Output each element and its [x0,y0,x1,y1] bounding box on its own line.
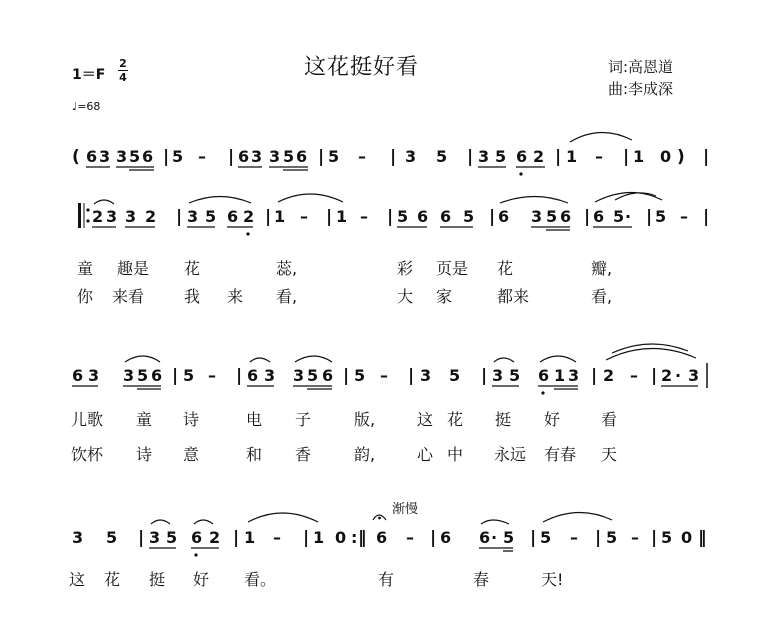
barline: | [703,147,710,167]
lyric: 挺 [495,410,512,429]
dash: – [680,207,688,226]
note: 3 [123,366,135,385]
barline: | [430,528,437,548]
lyric: 子 [295,410,312,429]
note: 6 [538,366,550,385]
repeat-dots: : [351,528,358,547]
repeat-start [78,203,90,228]
note: 6 [498,207,510,226]
slurs [94,192,662,204]
time-signature-bottom: 4 [119,71,127,84]
lyric: 花 [497,259,514,278]
augmentation-dot: · [625,207,632,226]
low-octave-dot [246,232,249,235]
note: 3 [187,207,199,226]
lyric: 天! [541,570,564,589]
note: 5 [436,147,448,166]
note: 2 [661,366,673,385]
note: 3 [478,147,490,166]
note: 3 [568,366,580,385]
barline: | [555,147,562,167]
note: 5 [106,528,118,547]
lyric: 和 [246,445,263,464]
barline: | [481,366,488,386]
beams [86,167,545,170]
note: 3 [264,366,276,385]
note: 2 [533,147,545,166]
note: 3 [72,528,84,547]
note: 5 [655,207,667,226]
lyric: 这 [69,570,86,589]
lyric: 电 [246,410,263,429]
dash: – [300,207,308,226]
note: 6 [440,528,452,547]
lyric: 好 [544,410,561,429]
lyric: 诗 [136,445,153,464]
staff-row-4 [72,501,707,557]
note: 1 [554,366,566,385]
note: 6 [376,528,388,547]
beams [72,386,698,389]
note: 5 [205,207,217,226]
low-octave-dot [519,172,522,175]
note: 5 [172,147,184,166]
barline: | [172,366,179,386]
lyric: 我 [184,287,201,306]
note: 2 [209,528,221,547]
lyric: 诗 [183,410,200,429]
note: 5 [449,366,461,385]
fermata-icon [373,515,386,520]
lyric: 儿歌 [71,410,104,429]
note: 5 [613,207,625,226]
note: 5 [328,147,340,166]
barline: | [387,207,394,227]
lyric: 童 [136,410,153,429]
note: 5 [503,528,515,547]
barline: | [595,528,602,548]
dash: – [198,147,206,166]
lyric: 看。 [244,570,277,589]
barline: | [236,366,243,386]
note: 1 [274,207,286,226]
note: 6 [593,207,605,226]
slurs [125,344,696,362]
note: 5 [307,366,319,385]
note: 6 [72,366,84,385]
note: 0 [681,528,693,547]
lyric: 版, [354,410,376,429]
note: 5 [354,366,366,385]
low-octave-dot [541,391,544,394]
barline: | [530,528,537,548]
note: 5 [183,366,195,385]
note: 0 [335,528,347,547]
lyric: 饮杯 [71,445,104,464]
lyric: 有 [378,570,395,589]
lyric: 看 [601,410,618,429]
dash: – [208,366,216,385]
repeat-end-barline: ‖ [358,528,367,548]
beams [92,227,632,230]
lyric: 瓣, [591,259,613,278]
staff-row-2 [78,192,709,235]
note: 2 [243,207,255,226]
note: 3 [293,366,305,385]
note: 5 [397,207,409,226]
lyric: 来 [227,287,244,306]
barline: | [646,207,653,227]
lyrics-row-2-verse-2 [77,287,612,306]
lyric: 香 [295,445,312,464]
note: 6 [322,366,334,385]
barline: | [489,207,496,227]
note: 5 [661,528,673,547]
dash: – [380,366,388,385]
composer-credit: 曲:李成深 [608,80,674,98]
note: 6 [227,207,239,226]
staff-row-1 [72,132,709,175]
lyric: 中 [447,445,464,464]
note: 3 [531,207,543,226]
note: 6 [151,366,163,385]
note: 1 [566,147,578,166]
note: 5 [546,207,558,226]
note: 6 [516,147,528,166]
note: 5 [463,207,475,226]
barline: | [228,147,235,167]
note: 6 [479,528,491,547]
barline: | [163,147,170,167]
song-title: 这花挺好看 [304,55,420,80]
note: 3 [88,366,100,385]
barline: | [138,528,145,548]
barline: | [176,207,183,227]
lyric: 彩 [397,259,414,278]
barline: | [408,366,415,386]
note: 1 [244,528,256,547]
barline: | [623,147,630,167]
lyric: 童 [77,259,94,278]
note: 3 [106,207,118,226]
note: 3 [125,207,137,226]
note: 5 [606,528,618,547]
dash: – [630,366,638,385]
lyric: 有春 [544,445,577,464]
barline: | [233,528,240,548]
note: 3 [269,147,281,166]
lyric: 韵, [354,445,376,464]
paren-close: ) [677,147,685,167]
note: 5 [137,366,149,385]
barline: | [591,366,598,386]
barline: | [265,207,272,227]
paren-open: ( [72,147,80,167]
augmentation-dot: · [675,366,682,385]
note: 6 [86,147,98,166]
note: 6 [296,147,308,166]
note: 3 [492,366,504,385]
note: 5 [166,528,178,547]
dash: – [360,207,368,226]
note: 3 [149,528,161,547]
lyric: 好 [193,570,210,589]
note: 3 [420,366,432,385]
lyric: 蕊, [276,259,298,278]
barline: | [651,528,658,548]
lyric: 意 [183,445,200,464]
lyric: 这 [417,410,434,429]
barline: | [326,207,333,227]
lyric: 大 [397,287,414,306]
ritardando-marking: 渐慢 [392,502,419,517]
barline: | [584,207,591,227]
note: 6 [560,207,572,226]
time-signature-top: 2 [119,57,127,70]
final-barline: ‖ [698,528,707,548]
dash: – [358,147,366,166]
note: 1 [336,207,348,226]
tie [570,132,632,142]
lyric: 挺 [149,570,166,589]
barline: | [703,207,710,227]
barline: | [343,366,350,386]
note: 2 [92,207,104,226]
note: 5 [283,147,295,166]
lyric: 家 [436,287,453,306]
note: 0 [660,147,672,166]
barline: | [303,528,310,548]
dash: – [595,147,603,166]
note: 3 [99,147,111,166]
lyric: 天 [601,445,618,464]
augmentation-dot: · [491,528,498,547]
barline: | [390,147,397,167]
lyric: 看, [591,287,613,306]
low-octave-dot [194,553,197,556]
lyric: 看, [276,287,298,306]
lyrics-row-3-verse-2 [71,445,617,464]
note: 1 [633,147,645,166]
note: 1 [313,528,325,547]
lyric: 都来 [497,287,530,306]
key-signature: 1＝F [72,67,106,83]
lyric: 页是 [436,259,469,278]
note: 6 [417,207,429,226]
staff-row-3 [72,344,707,395]
note: 3 [116,147,128,166]
lyric: 春 [473,570,490,589]
lyrics-row-4-verse-1 [69,570,563,589]
lyrics-row-2-verse-1 [77,259,612,278]
slurs [151,512,612,524]
note: 2 [603,366,615,385]
note: 3 [251,147,263,166]
dash: – [570,528,578,547]
note: 5 [509,366,521,385]
lyricist-credit: 词:高恩道 [608,58,674,76]
note: 6 [238,147,250,166]
barline: | [318,147,325,167]
lyric: 花 [104,570,121,589]
note: 3 [688,366,700,385]
beams [149,548,513,551]
barline: | [651,366,658,386]
note: 6 [191,528,203,547]
tempo-marking: ♩=68 [72,100,101,113]
note: 6 [247,366,259,385]
note: 3 [405,147,417,166]
lyric: 趣是 [117,259,150,278]
lyric: 永远 [494,445,527,464]
lyric: 花 [447,410,464,429]
note: 5 [495,147,507,166]
lyrics-row-3-verse-1 [71,410,617,429]
note: 6 [142,147,154,166]
note: 6 [440,207,452,226]
note: 5 [540,528,552,547]
dash: – [631,528,639,547]
lyric: 你 [77,287,94,306]
dash: – [406,528,414,547]
barline: | [467,147,474,167]
lyric: 花 [184,259,201,278]
dash: – [273,528,281,547]
note: 2 [145,207,157,226]
lyric: 来看 [112,287,145,306]
note: 5 [129,147,141,166]
lyric: 心 [417,445,434,464]
